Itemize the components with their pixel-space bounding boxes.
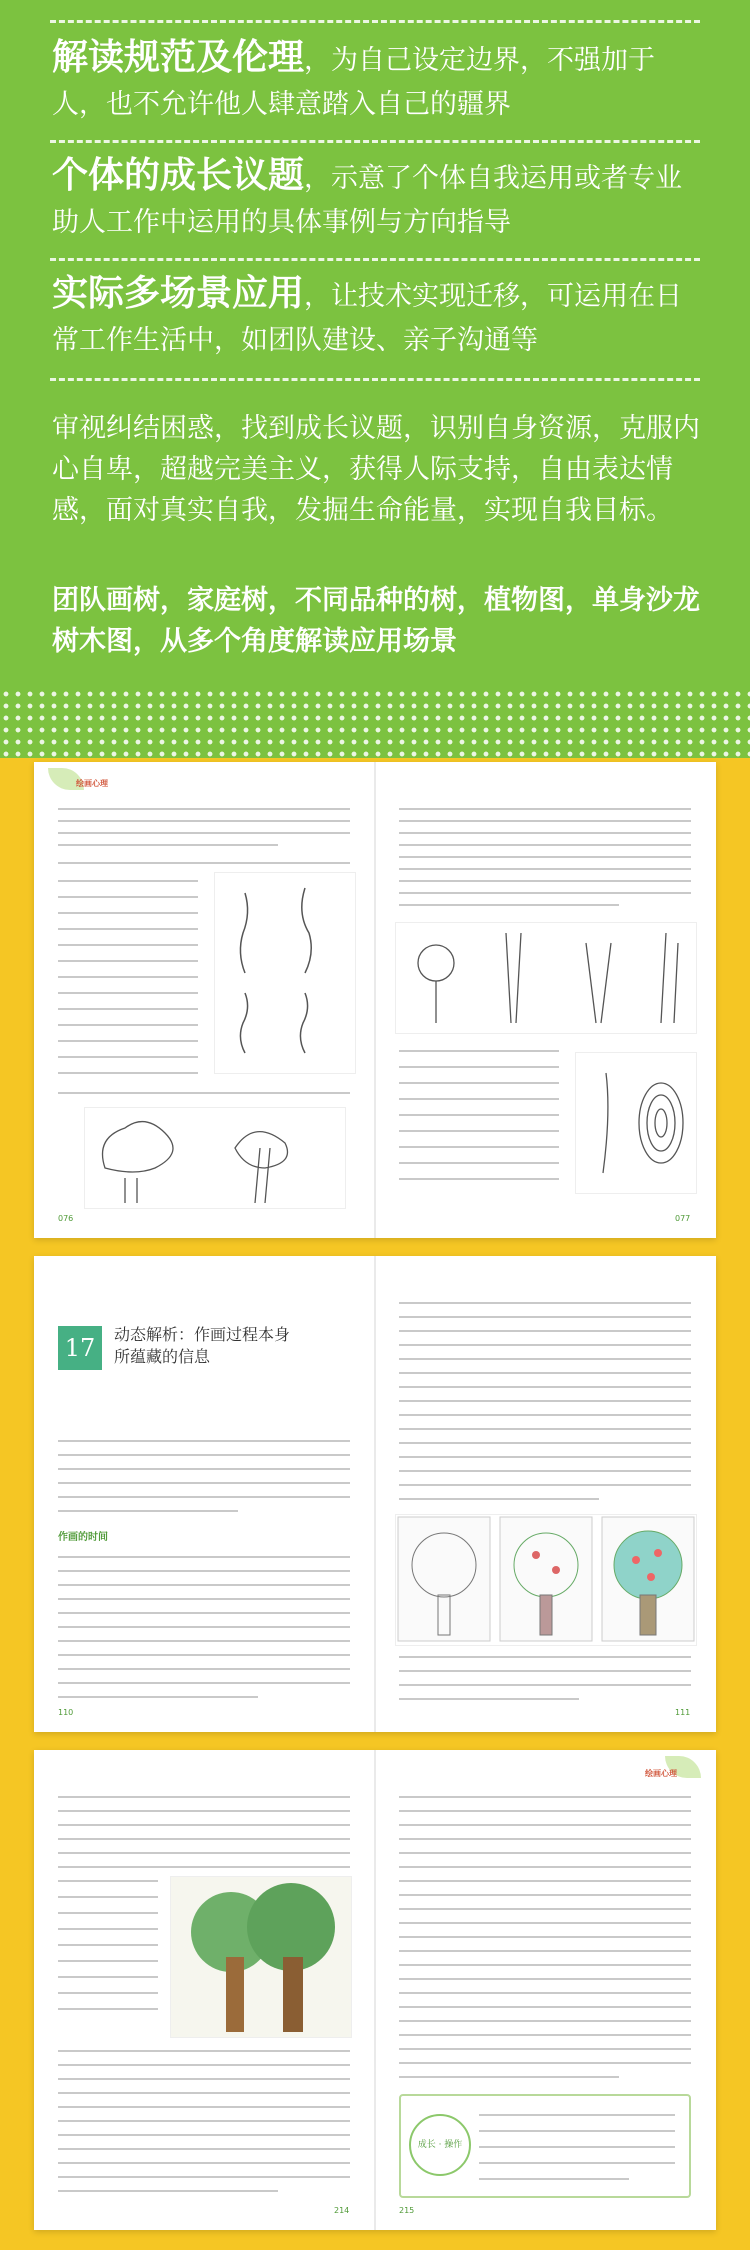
- divider: [50, 378, 700, 381]
- book-preview-area: [0, 758, 750, 2250]
- feature-ethics: [52, 36, 702, 127]
- page-number: 215: [399, 2206, 415, 2215]
- badge-growth-operation: 成长 · 操作: [409, 2114, 471, 2176]
- feature-highlight: 解读规范及伦理: [52, 37, 305, 78]
- chapter-number: 17: [58, 1326, 102, 1370]
- page-number: 111: [675, 1708, 691, 1717]
- feature-text: ，让技术实现迁移，可运用在日常工作生活中，如团队建设、亲子沟通等: [52, 281, 683, 356]
- tree-drawings: [395, 1514, 697, 1646]
- chapter-title-2: 所蕴藏的信息: [114, 1347, 211, 1366]
- feature-highlight: 实际多场景应用: [52, 273, 305, 314]
- page-right: [375, 762, 716, 1238]
- divider: [50, 258, 700, 261]
- book-logo: 绘画心理: [76, 779, 108, 788]
- feature-application: [52, 272, 702, 363]
- page-left: [34, 762, 375, 1238]
- growth-paragraph: 审视纠结困惑，找到成长议题，识别自身资源，克服内心自卑，超越完美主义，获得人际支持，自由表达情感，面对真实自我，发掘生命能量，实现自我目标。: [52, 413, 700, 526]
- page-right: [375, 1256, 716, 1732]
- page-number: 110: [58, 1708, 74, 1717]
- book-logo: 绘画心理: [645, 1769, 677, 1778]
- chapter-title-1: 动态解析：作画过程本身: [114, 1325, 291, 1344]
- color-tree-drawing: [170, 1876, 352, 2038]
- stroke-sketches: [214, 872, 356, 1074]
- page-left: [34, 1256, 375, 1732]
- section-title: 作画的时间: [58, 1532, 108, 1543]
- page-number: 076: [58, 1214, 74, 1223]
- scenario-paragraph: 团队画树，家庭树，不同品种的树，植物图，单身沙龙树木图，从多个角度解读应用场景: [52, 585, 700, 657]
- feature-text: ，为自己设定边界，不强加于人，也不允许他人肆意踏入自己的疆界: [52, 45, 656, 120]
- spiral-sketches: [575, 1052, 697, 1194]
- tree-outline-sketches: [395, 922, 697, 1034]
- feature-text: ，示意了个体自我运用或者专业助人工作中运用的具体事例与方向指导: [52, 163, 683, 238]
- page-number: 214: [334, 2206, 350, 2215]
- book-spread-2: [34, 1256, 716, 1732]
- divider: [50, 20, 700, 23]
- page-right: [375, 1750, 716, 2230]
- page-number: 077: [675, 1214, 691, 1223]
- book-spread-3: [34, 1750, 716, 2230]
- dot-pattern: [0, 688, 750, 758]
- promo-header: [0, 0, 750, 760]
- divider: [50, 140, 700, 143]
- tree-sketches: [84, 1107, 346, 1209]
- book-spread-1: [34, 762, 716, 1238]
- page-left: [34, 1750, 375, 2230]
- feature-highlight: 个体的成长议题: [52, 155, 305, 196]
- feature-growth: [52, 154, 702, 245]
